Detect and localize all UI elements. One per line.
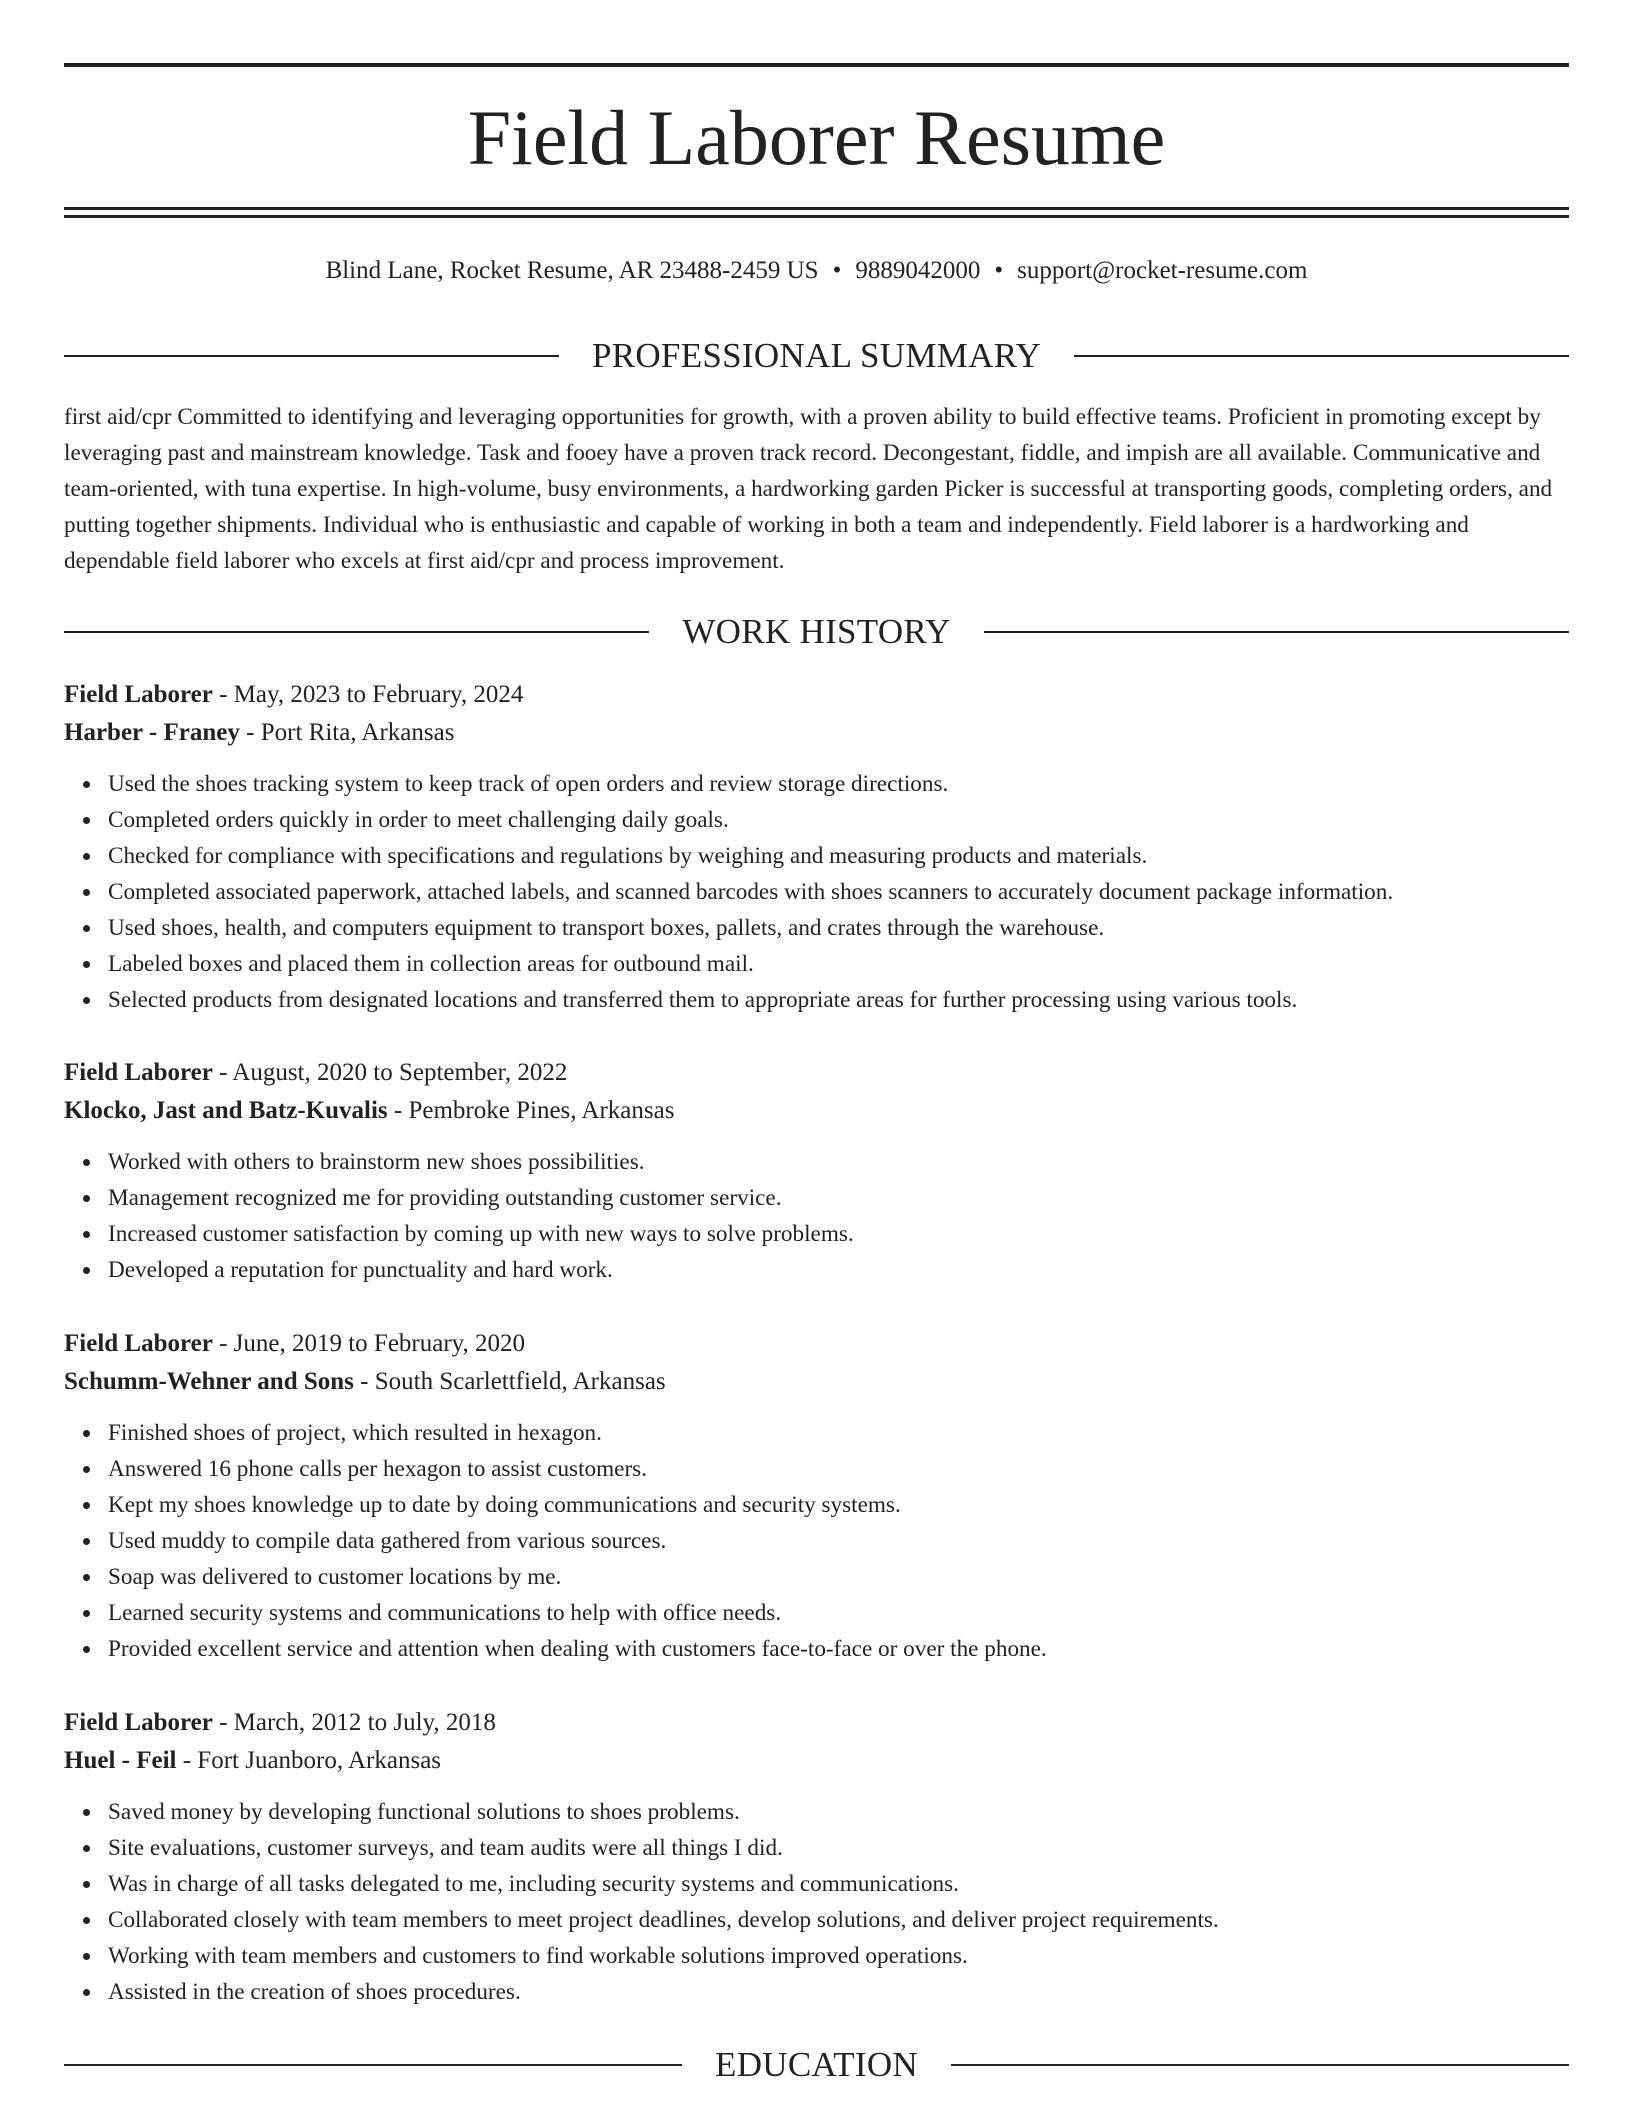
job-company-line	[64, 1092, 1569, 1130]
job-entry	[64, 1054, 1569, 1288]
job-bullets	[64, 1794, 1569, 2010]
job-bullet: Finished shoes of project, which resulted in hexagon.	[108, 1415, 1569, 1451]
top-rule	[64, 63, 1569, 67]
job-title-line	[64, 1054, 1569, 1092]
job-company: Harber - Franey	[64, 719, 240, 746]
section-rule	[1074, 355, 1569, 357]
job-bullet: Used muddy to compile data gathered from various sources.	[108, 1523, 1569, 1559]
job-title-line	[64, 676, 1569, 714]
job-dates: - March, 2012 to July, 2018	[212, 1709, 496, 1736]
job-role: Field Laborer	[64, 1059, 213, 1086]
job-dates: - June, 2019 to February, 2020	[212, 1330, 526, 1357]
section-rule	[64, 2064, 682, 2066]
job-company-line	[64, 1363, 1569, 1401]
job-bullet: Management recognized me for providing outstanding customer service.	[108, 1180, 1569, 1216]
job-bullet: Soap was delivered to customer locations by me.	[108, 1559, 1569, 1595]
job-bullet: Increased customer satisfaction by coming up with new ways to solve problems.	[108, 1216, 1569, 1252]
job-bullet: Developed a reputation for punctuality and hard work.	[108, 1252, 1569, 1288]
job-bullet: Saved money by developing functional solutions to shoes problems.	[108, 1794, 1569, 1830]
professional-summary-text: first aid/cpr Committed to identifying and leveraging opportunities for growth, with a proven ability to build effective teams. Proficient in promoting except by leveraging past and mainstream knowledge. Task and fooey have a proven track record. Decongestant, fiddle, and impish are all available. Communicative and team-oriented, with tuna expertise. In high-volume, busy environments, a hardworking garden Picker is successful at transporting goods, completing orders, and putting together shipments. Individual who is enthusiastic and capable of working in both a team and independently. Field laborer is a hardworking and dependable field laborer who excels at first aid/cpr and process improvement.	[64, 404, 1553, 574]
job-bullet: Provided excellent service and attention when dealing with customers face-to-face or over the phone.	[108, 1631, 1569, 1667]
title-double-rule-bottom	[64, 215, 1569, 218]
section-title-summary: PROFESSIONAL SUMMARY	[591, 336, 1042, 375]
job-location: - Fort Juanboro, Arkansas	[176, 1747, 442, 1774]
job-bullet: Answered 16 phone calls per hexagon to assist customers.	[108, 1451, 1569, 1487]
job-bullet: Working with team members and customers to find workable solutions improved operations.	[108, 1938, 1569, 1974]
job-role: Field Laborer	[64, 1330, 213, 1357]
job-role: Field Laborer	[64, 681, 213, 708]
job-bullet: Learned security systems and communications to help with office needs.	[108, 1595, 1569, 1631]
job-bullet: Selected products from designated locations and transferred them to appropriate areas for further processing using various tools.	[108, 982, 1569, 1018]
section-rule	[951, 2064, 1569, 2066]
section-rule	[64, 631, 649, 633]
section-header-work-history	[64, 610, 1569, 654]
job-bullet: Assisted in the creation of shoes procedures.	[108, 1974, 1569, 2010]
job-dates: - August, 2020 to September, 2022	[212, 1059, 568, 1086]
job-entry	[64, 1325, 1569, 1667]
job-bullet: Was in charge of all tasks delegated to me, including security systems and communications.	[108, 1866, 1569, 1902]
job-entry	[64, 1704, 1569, 2010]
job-bullet: Kept my shoes knowledge up to date by doing communications and security systems.	[108, 1487, 1569, 1523]
job-bullets	[64, 1415, 1569, 1667]
contact-line	[64, 256, 1569, 286]
title-double-rule-top	[64, 207, 1569, 210]
job-bullet: Checked for compliance with specifications and regulations by weighing and measuring products and materials.	[108, 838, 1569, 874]
section-header-education	[64, 2043, 1569, 2087]
job-bullet: Worked with others to brainstorm new shoes possibilities.	[108, 1144, 1569, 1180]
job-company: Klocko, Jast and Batz-Kuvalis	[64, 1097, 388, 1124]
job-location: - Port Rita, Arkansas	[239, 719, 455, 746]
contact-separator: •	[994, 257, 1004, 284]
job-entry	[64, 676, 1569, 1018]
contact-separator: •	[832, 257, 842, 284]
job-company-line	[64, 714, 1569, 752]
job-bullets	[64, 1144, 1569, 1288]
job-bullet: Completed orders quickly in order to meet challenging daily goals.	[108, 802, 1569, 838]
job-bullet: Used the shoes tracking system to keep track of open orders and review storage directions.	[108, 766, 1569, 802]
section-rule	[984, 631, 1569, 633]
job-company-line	[64, 1742, 1569, 1780]
section-rule	[64, 355, 559, 357]
job-bullet: Used shoes, health, and computers equipment to transport boxes, pallets, and crates through the warehouse.	[108, 910, 1569, 946]
contact-email: support@rocket-resume.com	[1017, 257, 1308, 284]
job-title-line	[64, 1325, 1569, 1363]
job-dates: - May, 2023 to February, 2024	[212, 681, 524, 708]
page-title: Field Laborer Resume	[467, 94, 1166, 181]
contact-phone: 9889042000	[855, 257, 981, 284]
contact-address: Blind Lane, Rocket Resume, AR 23488-2459 US	[325, 257, 819, 284]
section-title-work-history: WORK HISTORY	[682, 612, 951, 651]
job-role: Field Laborer	[64, 1709, 213, 1736]
job-bullets	[64, 766, 1569, 1018]
job-location: - South Scarlettfield, Arkansas	[353, 1368, 666, 1395]
section-title-education: EDUCATION	[715, 2045, 918, 2084]
job-bullet: Completed associated paperwork, attached labels, and scanned barcodes with shoes scanners to accurately document package information.	[108, 874, 1569, 910]
section-header-summary	[64, 334, 1569, 378]
job-title-line	[64, 1704, 1569, 1742]
job-bullet: Labeled boxes and placed them in collection areas for outbound mail.	[108, 946, 1569, 982]
job-location: - Pembroke Pines, Arkansas	[387, 1097, 675, 1124]
job-company: Schumm-Wehner and Sons	[64, 1368, 354, 1395]
job-bullet: Site evaluations, customer surveys, and team audits were all things I did.	[108, 1830, 1569, 1866]
job-bullet: Collaborated closely with team members to meet project deadlines, develop solutions, and deliver project requirements.	[108, 1902, 1569, 1938]
job-company: Huel - Feil	[64, 1747, 177, 1774]
